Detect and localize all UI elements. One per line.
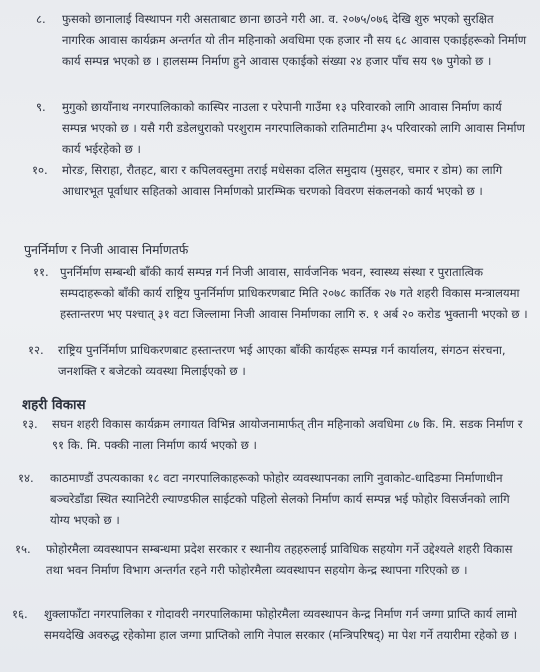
item-text: सघन शहरी विकास कार्यक्रम लगायत विभिन्न आयोजनामार्फत् तीन महिनाको अवधिमा ८७ कि. मि. सडक निर्माण र ९१ कि. मि. पक्की नाला निर्माण कार्य भएको छ । — [52, 417, 523, 452]
item-number: ८. — [36, 12, 46, 26]
item-number: १६. — [12, 607, 28, 621]
section-heading: शहरी विकास — [22, 398, 86, 413]
list-item — [0, 414, 540, 458]
list-item — [0, 9, 540, 99]
item-number: १५. — [15, 542, 31, 556]
item-text: पुनर्निर्माण सम्बन्धी बाँकी कार्य सम्पन्न गर्न निजी आवास, सार्वजनिक भवन, स्वास्थ्य संस्था र पुरातात्विक सम्पदाहरूको बाँकी कार्य राष्ट्रिय पुनर्निर्माण प्राधिकरणबाट मिति २०७८ कार्तिक २७ गते शहरी विकास मन्त्रालयमा हस्तान्तरण भए पश्चात् ३१ वटा जिल्लामा निजी आवास निर्माणका लागि रु. १ अर्ब २० करोड भुक्तानी भएको छ । — [60, 265, 528, 321]
section-heading: पुनर्निर्माण र निजी आवास निर्माणतर्फ — [24, 242, 189, 257]
list-item — [0, 160, 540, 226]
item-text: फुसको छानालाई विस्थापन गरी असताबाट छाना छाउने गरी आ. व. २०७५/०७६ देखि शुरु भएको सुरक्षित नागरिक आवास कार्यक्रम अन्तर्गत यो तीन महिनाको अवधिमा एक हजार नौ सय ६८ आवास एकाईहरूको निर्माण कार्य सम्पन्न भएको छ । हालसम्म निर्माण हुने आवास एकाईको संख्या २४ हजार पाँच सय ९७ पुगेको छ । — [62, 12, 527, 68]
list-item — [0, 262, 540, 348]
item-number: १२. — [28, 343, 44, 357]
item-text: मुगुको छायाँनाथ नगरपालिकाको कास्पिर नाउला र परेपानी गाउँमा १३ परिवारको लागि आवास निर्माण कार्य सम्पन्न भएको छ । यसै गरी डडेलधुराको परशुराम नगरपालिकाको रातिमाटीमा ३५ परिवारको लागि आवास निर्माण कार्य भईरहेको छ । — [62, 100, 525, 156]
list-item — [0, 468, 540, 534]
item-number: १०. — [32, 163, 48, 177]
list-item — [0, 539, 540, 605]
item-text: शुक्लाफाँटा नगरपालिका र गोदावरी नगरपालिकामा फोहोरमैला व्यवस्थापन केन्द्र निर्माण गर्न जग्गा प्राप्ति कार्य लामो समयदेखि अवरुद्ध रहेकोमा हाल जग्गा प्राप्तिको लागि नेपाल सरकार (मन्त्रिपरिषद्) मा पेश गर्ने तयारीमा रहेको छ । — [44, 607, 517, 642]
item-number: १३. — [22, 417, 38, 431]
item-number: १४. — [18, 471, 34, 485]
item-number: ९. — [36, 100, 46, 114]
item-text: मोरङ, सिराहा, रौतहट, बारा र कपिलवस्तुमा तराई मधेसका दलित समुदाय (मुसहर, चमार र डोम) का लागि आधारभूत पूर्वाधार सहितको आवास निर्माणको प्रारम्भिक चरणको विवरण संकलनको कार्य भएको छ । — [62, 163, 503, 198]
list-item — [0, 97, 540, 163]
item-text: फोहोरमैला व्यवस्थापन सम्बन्धमा प्रदेश सरकार र स्थानीय तहहरुलाई प्राविधिक सहयोग गर्ने उद्देश्यले शहरी विकास तथा भवन निर्माण विभाग अन्तर्गत रहने गरी फोहोरमैला व्यवस्थापन सहयोग केन्द्र स्थापना गरिएको छ । — [46, 542, 513, 577]
item-text: राष्ट्रिय पुनर्निर्माण प्राधिकरणबाट हस्तान्तरण भई आएका बाँकी कार्यहरू सम्पन्न गर्न कार्यालय, संगठन संरचना, जनशक्ति र बजेटको व्यवस्था मिलाईएको छ । — [58, 343, 506, 378]
item-text: काठमाण्डौं उपत्यकाका १८ वटा नगरपालिकाहरूको फोहोर व्यवस्थापनका लागि नुवाकोट-धादिङमा निर्माणाधीन बञ्चरेडाँडा स्थित स्यानिटेरी ल्याण्डफील साईटको पहिलो सेलको निर्माण कार्य सम्पन्न भई फोहोर विसर्जनको लागि योग्य भएको छ । — [50, 471, 510, 527]
item-number: ११. — [33, 265, 49, 279]
list-item — [0, 604, 540, 670]
list-item — [0, 340, 540, 384]
